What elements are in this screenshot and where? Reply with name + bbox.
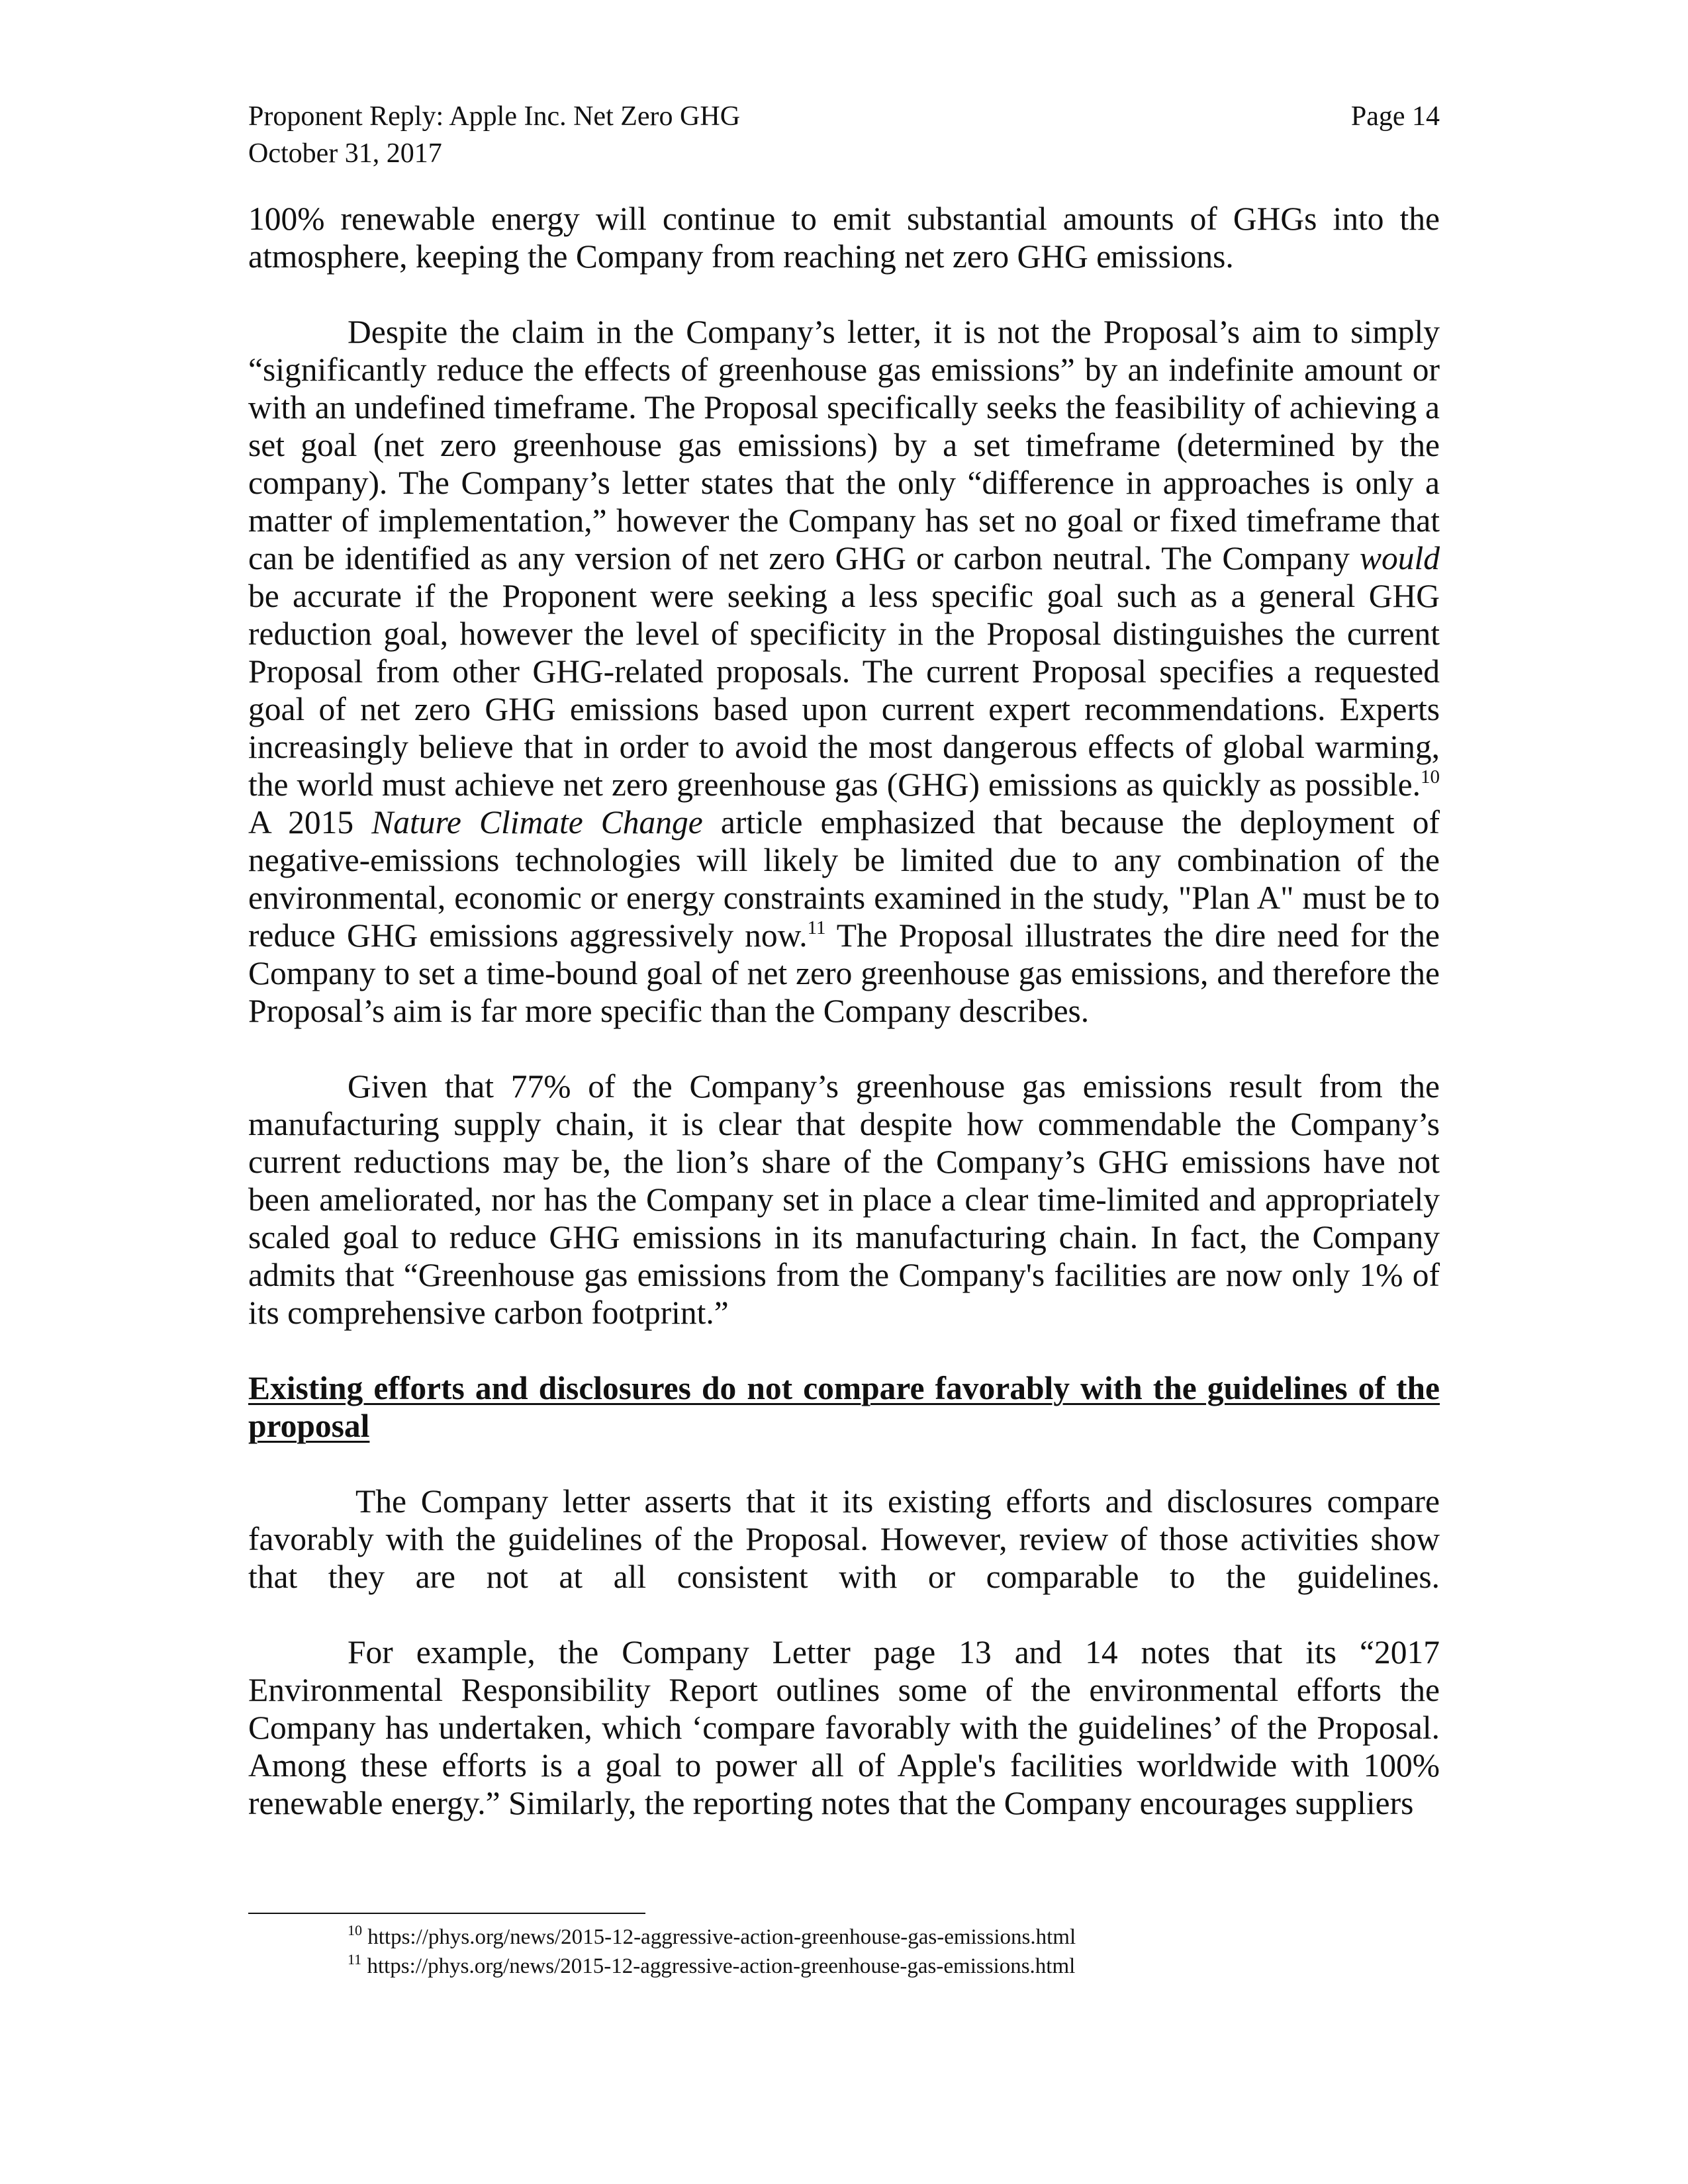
emphasis-text: would: [1359, 540, 1440, 576]
paragraph-text: Despite the claim in the Company’s letter, it is not the Proposal’s aim to simply “significantly reduce the effects of greenhouse gas emissions” by an indefinite amount or with an undefined timeframe. The Proposal specifically seeks the feasibility of achieving a set goal (net zero greenhouse gas emissions) by a set timeframe (determined by the company). The Company’s letter states that the only “difference in approaches is only a matter of implementation,” however the Company has set no goal or fixed timeframe that can be identified as any version of net zero GHG or carbon neutral. The Company: [248, 314, 1440, 576]
footnote-11: [348, 1952, 1440, 1981]
paragraph-example: For example, the Company Letter page 13 and 14 notes that its “2017 Environmental Responsibility Report outlines some of the environmental efforts the Company has undertaken, which ‘compare favorably with the guidelines’ of the Proposal. Among these efforts is a goal to power all of Apple's facilities worldwide with 100% renewable energy.” Similarly, the reporting notes that the Company encourages suppliers: [248, 1634, 1440, 1821]
footnote-link[interactable]: https://phys.org/news/2015-12-aggressive-action-greenhouse-gas-emissions.html: [367, 1954, 1076, 1978]
header-row: [248, 98, 1440, 135]
footnote-link[interactable]: https://phys.org/news/2015-12-aggressive-action-greenhouse-gas-emissions.html: [367, 1925, 1076, 1949]
journal-title: Nature Climate Change: [371, 804, 703, 841]
paragraph-continuation: 100% renewable energy will continue to emit substantial amounts of GHGs into the atmosphere, keeping the Company from reaching net zero GHG emissions.: [248, 201, 1440, 275]
page-header: [248, 98, 1440, 172]
paragraph-proposal-aim: [248, 313, 1440, 1030]
header-date: October 31, 2017: [248, 138, 442, 169]
footnote-10: [348, 1923, 1440, 1952]
footnote-number: 10: [348, 1922, 362, 1938]
paragraph-text: The Proposal illustrates the dire need for the Company to set a time-bound goal of net zero greenhouse gas emissions, and therefore the Proposal’s aim is far more specific than the Company describes.: [248, 917, 1440, 1029]
header-title: Proponent Reply: Apple Inc. Net Zero GHG: [248, 101, 741, 132]
footnote-ref-10[interactable]: 10: [1421, 766, 1440, 788]
document-body: [248, 200, 1440, 1822]
paragraph-text: article emphasized that because the deployment of negative-emissions technologies will likely be limited due to any combination of the environmental, economic or energy constraints examined in the study, "Plan A" must be to reduce GHG emissions aggressively now.: [248, 804, 1440, 954]
footnotes: [348, 1923, 1440, 1981]
paragraph-company-letter: The Company letter asserts that it its existing efforts and disclosures compare favorably with the guidelines of the Proposal. However, review of those activities show that they are not at all consistent with or comparable to the guidelines.: [248, 1483, 1440, 1595]
page-number: Page 14: [1350, 101, 1440, 132]
paragraph-text: be accurate if the Proponent were seeking a less specific goal such as a general GHG reduction goal, however the level of specificity in the Proposal distinguishes the current Proposal from other GHG-related proposals. The current Proposal specifies a requested goal of net zero GHG emissions based upon current expert recommendations. Experts increasingly believe that in order to avoid the most dangerous effects of global warming, the world must achieve net zero greenhouse gas (GHG) emissions as quickly as possible.: [248, 578, 1440, 803]
footnote-ref-11[interactable]: 11: [807, 917, 826, 938]
footnote-number: 11: [348, 1951, 362, 1968]
paragraph-text: A 2015: [248, 804, 372, 841]
section-heading: Existing efforts and disclosures do not compare favorably with the guidelines of the proposal: [248, 1370, 1440, 1444]
paragraph-supply-chain: Given that 77% of the Company’s greenhouse gas emissions result from the manufacturing supply chain, it is clear that despite how commendable the Company’s current reductions may be, the lion’s share of the Company’s GHG emissions have not been ameliorated, nor has the Company set in place a clear time-limited and appropriately scaled goal to reduce GHG emissions in its manufacturing chain. In fact, the Company admits that “Greenhouse gas emissions from the Company's facilities are now only 1% of its comprehensive carbon footprint.”: [248, 1068, 1440, 1331]
footnote-divider: [248, 1913, 645, 1914]
